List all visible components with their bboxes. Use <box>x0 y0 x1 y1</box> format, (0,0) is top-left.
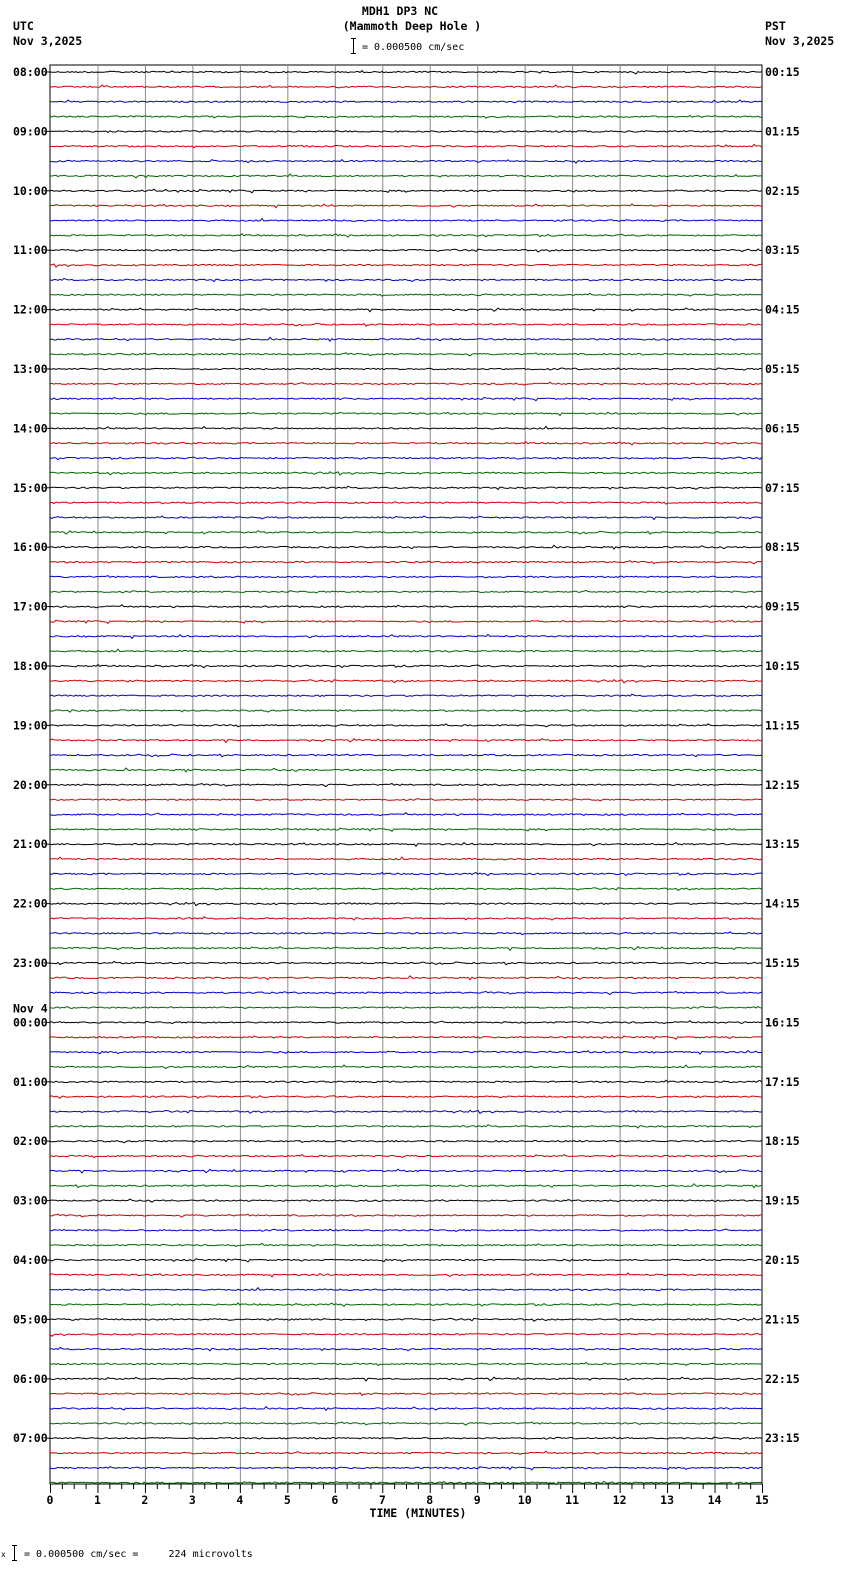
footer-scale-bar-icon <box>12 1545 17 1561</box>
utc-hour-label: 15:00 <box>13 480 48 495</box>
trace-4 <box>50 116 762 119</box>
trace-93 <box>50 1437 762 1439</box>
trace-49 <box>50 784 762 787</box>
trace-82 <box>50 1273 762 1277</box>
trace-60 <box>50 947 762 951</box>
pst-hour-label: 17:15 <box>765 1074 800 1089</box>
footer-marker: x <box>1 1550 6 1559</box>
trace-46 <box>50 739 762 743</box>
x-tick-label: 7 <box>378 1493 386 1507</box>
pst-hour-label: 14:15 <box>765 896 800 911</box>
right-date: Nov 3,2025 <box>765 34 835 48</box>
trace-30 <box>50 502 762 504</box>
trace-66 <box>50 1036 762 1039</box>
trace-9 <box>50 189 762 193</box>
x-tick-label: 9 <box>473 1493 481 1507</box>
utc-hour-label: 06:00 <box>13 1371 48 1386</box>
trace-89 <box>50 1377 762 1381</box>
pst-hour-label: 23:15 <box>765 1431 800 1446</box>
utc-hour-label: 17:00 <box>13 599 48 614</box>
trace-33 <box>50 545 762 549</box>
trace-78 <box>50 1214 762 1217</box>
pst-hour-label: 00:15 <box>765 65 800 79</box>
trace-61 <box>50 961 762 964</box>
trace-12 <box>50 234 762 237</box>
trace-48 <box>50 768 762 772</box>
trace-75 <box>50 1169 762 1173</box>
utc-hour-label: 18:00 <box>13 659 48 673</box>
trace-65 <box>50 1021 762 1024</box>
trace-29 <box>50 486 762 489</box>
x-tick-label: 2 <box>141 1493 149 1507</box>
x-tick-label: 14 <box>707 1493 722 1507</box>
trace-84 <box>50 1303 762 1306</box>
x-tick-label: 6 <box>331 1493 339 1507</box>
trace-95 <box>50 1467 762 1470</box>
pst-hour-label: 09:15 <box>765 599 800 614</box>
x-tick-label: 0 <box>46 1493 54 1507</box>
trace-81 <box>50 1259 762 1262</box>
pst-hour-label: 18:15 <box>765 1134 800 1149</box>
trace-25 <box>50 426 762 429</box>
trace-51 <box>50 813 762 816</box>
utc-hour-label: 19:00 <box>13 718 48 733</box>
trace-18 <box>50 323 762 326</box>
trace-22 <box>50 382 762 385</box>
trace-16 <box>50 293 762 296</box>
utc-hour-label: 05:00 <box>13 1312 48 1327</box>
pst-hour-label: 11:15 <box>765 718 800 733</box>
x-axis-label: TIME (MINUTES) <box>369 1506 467 1520</box>
trace-86 <box>50 1334 762 1337</box>
trace-69 <box>50 1080 762 1082</box>
trace-47 <box>50 754 762 757</box>
utc-hour-label: 12:00 <box>13 302 48 317</box>
trace-76 <box>50 1184 762 1188</box>
pst-hour-label: 01:15 <box>765 124 800 139</box>
trace-64 <box>50 1007 762 1009</box>
utc-hour-label: 21:00 <box>13 837 48 852</box>
pst-hour-label: 07:15 <box>765 480 800 495</box>
utc-hour-label: 23:00 <box>13 956 48 970</box>
trace-88 <box>50 1362 762 1365</box>
trace-19 <box>50 337 762 341</box>
trace-20 <box>50 353 762 356</box>
utc-hour-label: 09:00 <box>13 124 48 139</box>
pst-hour-label: 04:15 <box>765 302 800 317</box>
trace-5 <box>50 131 762 133</box>
trace-8 <box>50 174 762 178</box>
utc-hour-label: 01:00 <box>13 1074 48 1089</box>
pst-hour-label: 21:15 <box>765 1312 800 1327</box>
trace-55 <box>50 872 762 875</box>
trace-74 <box>50 1155 762 1158</box>
utc-hour-label: 02:00 <box>13 1134 48 1149</box>
x-tick-label: 8 <box>426 1493 434 1507</box>
pst-hour-label: 20:15 <box>765 1253 800 1267</box>
trace-92 <box>50 1422 762 1425</box>
trace-35 <box>50 576 762 578</box>
trace-63 <box>50 991 762 994</box>
trace-90 <box>50 1393 762 1396</box>
trace-71 <box>50 1110 762 1113</box>
trace-10 <box>50 204 762 208</box>
station-location: (Mammoth Deep Hole ) <box>342 19 482 33</box>
pst-hour-label: 12:15 <box>765 777 800 792</box>
trace-26 <box>50 442 762 445</box>
trace-52 <box>50 828 762 831</box>
trace-15 <box>50 278 762 281</box>
trace-34 <box>50 561 762 564</box>
trace-80 <box>50 1243 762 1246</box>
trace-38 <box>50 620 762 623</box>
trace-21 <box>50 368 762 370</box>
trace-54 <box>50 857 762 860</box>
trace-58 <box>50 917 762 920</box>
utc-hour-label: 16:00 <box>13 540 48 555</box>
trace-31 <box>50 516 762 520</box>
footer-scale-text: = 0.000500 cm/sec = 224 microvolts <box>24 1549 253 1560</box>
pst-hour-label: 08:15 <box>765 540 800 555</box>
pst-hour-label: 05:15 <box>765 362 800 376</box>
pst-hour-label: 19:15 <box>765 1193 800 1208</box>
utc-hour-label: 07:00 <box>13 1431 48 1446</box>
trace-11 <box>50 219 762 222</box>
trace-73 <box>50 1141 762 1143</box>
utc-hour-label: 00:00 <box>13 1015 48 1030</box>
trace-14 <box>50 264 762 267</box>
trace-3 <box>50 100 762 103</box>
trace-41 <box>50 664 762 667</box>
trace-79 <box>50 1229 762 1232</box>
trace-1 <box>50 71 762 74</box>
trace-56 <box>50 888 762 891</box>
pst-hour-label: 13:15 <box>765 837 800 852</box>
station-title: MDH1 DP3 NC <box>361 4 439 18</box>
trace-36 <box>50 590 762 593</box>
trace-43 <box>50 694 762 697</box>
x-tick-label: 11 <box>565 1493 580 1507</box>
x-tick-label: 1 <box>94 1493 101 1507</box>
x-tick-label: 10 <box>517 1493 532 1507</box>
trace-24 <box>50 412 762 416</box>
trace-50 <box>50 799 762 801</box>
trace-87 <box>50 1348 762 1351</box>
trace-53 <box>50 843 762 847</box>
trace-57 <box>50 902 762 905</box>
trace-44 <box>50 710 762 712</box>
trace-91 <box>50 1407 762 1411</box>
x-tick-label: 12 <box>612 1493 627 1507</box>
utc-hour-label: 22:00 <box>13 896 48 911</box>
trace-32 <box>50 531 762 534</box>
utc-hour-label: 13:00 <box>13 362 48 376</box>
trace-83 <box>50 1288 762 1291</box>
utc-hour-label: 14:00 <box>13 421 48 436</box>
trace-17 <box>50 308 762 312</box>
trace-13 <box>50 249 762 252</box>
trace-23 <box>50 397 762 400</box>
trace-2 <box>50 85 762 88</box>
date-change-label: Nov 4 <box>13 1001 48 1016</box>
right-timezone: PST <box>765 19 786 33</box>
trace-68 <box>50 1065 762 1069</box>
trace-72 <box>50 1125 762 1128</box>
trace-28 <box>50 472 762 475</box>
trace-39 <box>50 634 762 638</box>
trace-77 <box>50 1199 762 1202</box>
utc-hour-label: 03:00 <box>13 1193 48 1208</box>
left-timezone: UTC <box>13 19 34 33</box>
scale-text: = 0.000500 cm/sec <box>362 42 465 53</box>
x-tick-label: 3 <box>188 1493 196 1507</box>
trace-85 <box>50 1318 762 1321</box>
pst-hour-label: 22:15 <box>765 1371 800 1386</box>
x-tick-label: 13 <box>660 1493 675 1507</box>
trace-94 <box>50 1451 762 1454</box>
plot-frame <box>50 65 762 1484</box>
left-date: Nov 3,2025 <box>13 34 83 48</box>
utc-hour-label: 11:00 <box>13 243 48 258</box>
x-tick-label: 4 <box>236 1493 244 1507</box>
pst-hour-label: 03:15 <box>765 243 800 258</box>
trace-7 <box>50 160 762 164</box>
pst-hour-label: 06:15 <box>765 421 800 436</box>
trace-6 <box>50 144 762 147</box>
utc-hour-label: 08:00 <box>13 65 48 79</box>
pst-hour-label: 16:15 <box>765 1015 800 1030</box>
utc-hour-label: 04:00 <box>13 1253 48 1267</box>
trace-27 <box>50 457 762 460</box>
pst-hour-label: 15:15 <box>765 956 800 970</box>
trace-40 <box>50 649 762 652</box>
x-tick-label: 15 <box>755 1493 769 1507</box>
trace-67 <box>50 1051 762 1055</box>
pst-hour-label: 10:15 <box>765 659 800 673</box>
trace-45 <box>50 724 762 727</box>
trace-70 <box>50 1096 762 1099</box>
utc-hour-label: 10:00 <box>13 183 48 198</box>
trace-42 <box>50 680 762 683</box>
trace-62 <box>50 976 762 980</box>
trace-37 <box>50 605 762 608</box>
x-tick-label: 5 <box>283 1493 291 1507</box>
pst-hour-label: 02:15 <box>765 183 800 198</box>
trace-59 <box>50 932 762 935</box>
utc-hour-label: 20:00 <box>13 777 48 792</box>
